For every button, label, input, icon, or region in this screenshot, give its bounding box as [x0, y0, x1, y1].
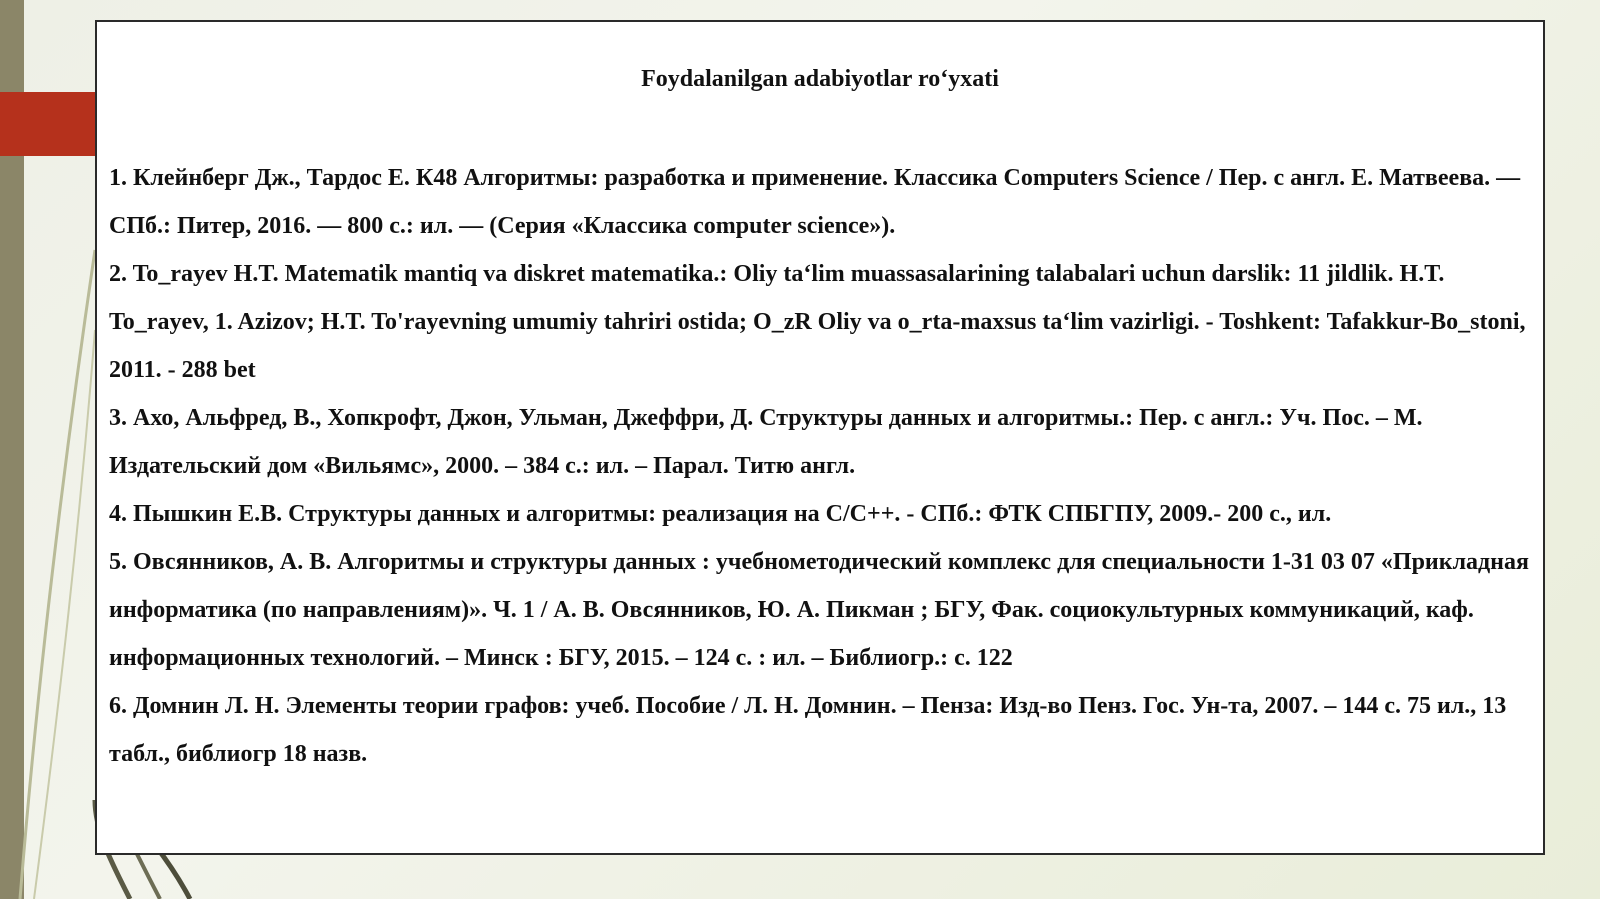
reference-item: 5. Овсянников, А. В. Алгоритмы и структуры данных : учебнометодический комплекс для специальности 1-31 03 07 «Прикладная информатика (по направлениям)». Ч. 1 / А. В. Овсянников, Ю. А. Пикман ; БГУ, Фак. социокультурных коммуникаций, каф. информационных технологий. – Минск : БГУ, 2015. – 124 с. : ил. – Библиогр.: с. 122	[109, 549, 1529, 671]
references-sheet	[95, 20, 1545, 855]
reference-item: 3. Ахо, Альфред, В., Хопкрофт, Джон, Ульман, Джеффри, Д. Структуры данных и алгоритмы.: Пер. с англ.: Уч. Пос. – М. Издательский дом «Вильямс», 2000. – 384 с.: ил. – Парал. Титю англ.	[109, 405, 1423, 479]
reference-list	[109, 154, 1531, 778]
reference-item: 2. To_rayev H.T. Matematik mantiq va diskret matematika.: Oliy ta‘lim muassasalarining talabalari uchun darslik: 11 jildlik. H.T. To_rayev, 1. Azizov; H.T. To'rayevning umumiy tahriri ostida; O_zR Oliy va o_rta-maxsus ta‘lim vazirligi. - Toshkent: Tafakkur-Bo_stoni, 2011. - 288 bet	[109, 261, 1526, 383]
reference-item: 6. Домнин Л. Н. Элементы теории графов: учеб. Пособие / Л. Н. Домнин. – Пенза: Изд-во Пенз. Гос. Ун-та, 2007. – 144 с. 75 ил., 13 табл., библиогр 18 назв.	[109, 693, 1507, 767]
grass-blade-1	[20, 250, 95, 899]
accent-bar	[0, 92, 96, 156]
reference-item: 1. Клейнберг Дж., Тардос Е. К48 Алгоритмы: разработка и применение. Классика Computers Science / Пер. с англ. Е. Матвеева. — СПб.: Питер, 2016. — 800 с.: ил. — (Серия «Классика computer science»).	[109, 165, 1521, 239]
grass-blade-2	[34, 330, 95, 899]
reference-item: 4. Пышкин Е.В. Структуры данных и алгоритмы: реализация на C/C++. - СПб.: ФТК СПБГПУ, 2009.- 200 с., ил.	[109, 501, 1332, 527]
page-title: Foydalanilgan adabiyotlar ro‘yxati	[641, 66, 999, 92]
